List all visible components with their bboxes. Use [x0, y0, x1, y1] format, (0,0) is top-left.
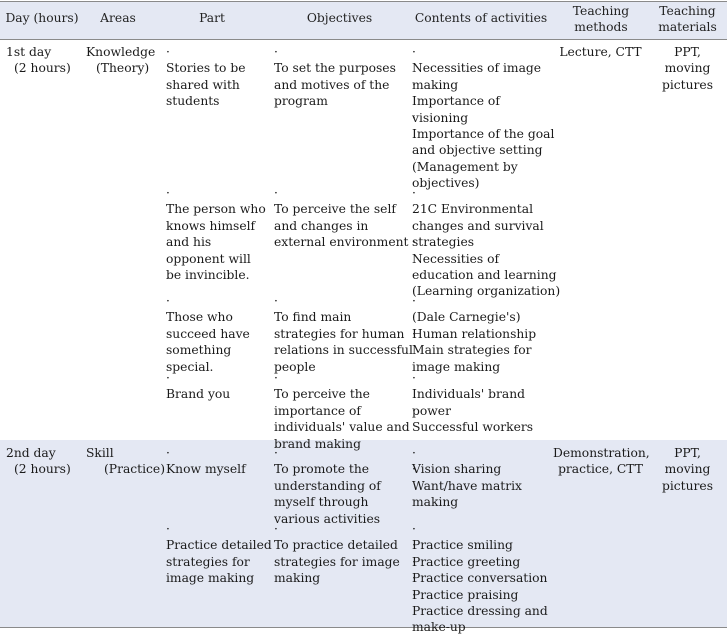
content-line: · Main strategies for [412, 343, 532, 358]
part-line: succeed have [166, 326, 250, 341]
objective-line: importance of [274, 403, 361, 418]
objective-line: individuals' value and [274, 420, 410, 435]
objective-cell [274, 521, 418, 587]
day1-area [86, 44, 160, 77]
part-cell [166, 521, 280, 587]
content-line: changes and survival [412, 218, 544, 233]
part-line: be invincible. [166, 268, 250, 283]
part-cell [166, 370, 280, 403]
content-item [412, 587, 564, 636]
content-line: · (Dale Carnegie's) [412, 310, 521, 325]
header-methods [555, 4, 647, 35]
day-hours: (2 hours) [14, 462, 71, 477]
area-type: (Practice) [104, 462, 166, 477]
header-materials-line: Teaching [659, 4, 716, 18]
materials-line: PPT, [674, 446, 701, 460]
objective-line: brand making [274, 436, 361, 451]
content-line: power [412, 403, 451, 418]
day2-area [86, 445, 166, 478]
day2-methods [553, 445, 648, 478]
content-item [412, 326, 564, 375]
content-line: · Vision sharing [412, 462, 502, 477]
content-line: visioning [412, 110, 469, 125]
day2-materials [650, 445, 725, 494]
content-line: (Learning organization) [412, 284, 561, 299]
part-line: opponent will [166, 251, 251, 266]
objective-line: strategies for image [274, 554, 400, 569]
part-line: shared with [166, 77, 240, 92]
part-line: and his [166, 235, 212, 250]
materials-line: pictures [661, 478, 714, 493]
part-line: image making [166, 571, 255, 586]
materials-line: pictures [661, 77, 714, 92]
content-line: · Practice dressing and [412, 604, 548, 618]
objective-line: people [274, 359, 316, 374]
content-line: · 21C Environmental [412, 202, 534, 217]
materials-line: PPT, [674, 45, 701, 59]
content-line: image making [412, 359, 501, 374]
content-line: making [412, 495, 459, 510]
objective-line: and motives of the [274, 77, 390, 92]
header-contents: Contents of activities [414, 11, 548, 25]
content-line: · Importance of the goal [412, 127, 555, 141]
part-cell [166, 44, 280, 110]
header-objectives: Objectives [306, 11, 373, 25]
part-line: knows himself [166, 218, 256, 233]
day1-methods: Lecture, CTT [559, 45, 642, 59]
objective-line: · To perceive the [274, 387, 370, 402]
part-line: · Brand you [166, 387, 231, 402]
content-item [412, 461, 564, 510]
header-part: Part [199, 11, 225, 25]
objective-line: · To set the purposes [274, 61, 396, 76]
objective-cell [274, 185, 418, 251]
objective-line: myself through [274, 495, 369, 510]
header-materials-line: materials [658, 19, 717, 34]
content-line: · Necessities of image [412, 61, 542, 76]
content-line: strategies [412, 235, 475, 250]
content-line: · Want/have matrix [412, 478, 522, 493]
objective-line: · To perceive the self [274, 202, 396, 217]
content-line: (Management by [412, 159, 518, 174]
content-line: · Practice praising [412, 587, 519, 602]
objective-line: · To practice detailed [274, 538, 398, 553]
header-methods-line: methods [574, 19, 628, 34]
header-methods-line: Teaching [572, 4, 630, 18]
table-bottom-rule [0, 627, 727, 628]
content-line: · Practice smiling [412, 538, 513, 553]
header-materials [650, 4, 725, 35]
materials-line: moving [664, 61, 711, 76]
header-areas: Areas [100, 11, 136, 25]
day2-day [6, 445, 84, 478]
part-cell [166, 293, 280, 375]
part-line: · The person who [166, 202, 266, 217]
content-line: making [412, 77, 459, 92]
objective-line: · To find main [274, 310, 352, 325]
content-line: · Necessities of [412, 251, 500, 266]
content-line: · Practice greeting [412, 554, 521, 569]
objective-line: and changes in [274, 218, 369, 233]
part-line: something [166, 343, 232, 358]
area-label: Skill [86, 446, 114, 460]
content-line: · Individuals' brand [412, 387, 525, 402]
objective-line: program [274, 94, 328, 109]
part-cell [166, 445, 280, 478]
objective-line: strategies for human [274, 326, 405, 341]
content-line: make-up [412, 620, 466, 635]
materials-line: moving [664, 462, 711, 477]
objective-line: · To promote the [274, 462, 370, 477]
content-line: · Practice conversation [412, 571, 548, 586]
objective-line: external environment [274, 235, 409, 250]
objective-cell [274, 445, 418, 527]
part-cell [166, 185, 280, 283]
content-line: objectives) [412, 176, 480, 191]
part-line: special. [166, 359, 214, 374]
content-line: · Successful workers [412, 420, 534, 435]
methods-line: Demonstration, [553, 446, 650, 460]
area-label: Knowledge [86, 45, 156, 59]
day-label: 2nd day [6, 446, 56, 460]
part-line: · Practice detailed [166, 538, 272, 553]
content-line: education and learning [412, 268, 557, 282]
part-line: · Know myself [166, 462, 246, 477]
day1-materials [650, 44, 725, 93]
content-item [412, 110, 564, 192]
day-label: 1st day [6, 45, 52, 59]
objective-cell [274, 44, 418, 110]
objective-cell [274, 370, 418, 452]
objective-cell [274, 293, 418, 375]
methods-line: practice, CTT [558, 462, 643, 477]
part-line: students [166, 94, 220, 109]
objective-line: various activities [274, 511, 381, 526]
content-line: and objective setting [412, 143, 543, 158]
objective-line: making [274, 571, 321, 586]
day-hours: (2 hours) [14, 61, 71, 76]
area-type: (Theory) [96, 61, 150, 76]
part-line: · Stories to be [166, 61, 246, 76]
day1-day [6, 44, 84, 77]
content-item [412, 234, 564, 300]
header-day: Day (hours) [5, 11, 79, 25]
content-line: · Importance of [412, 94, 500, 109]
content-item [412, 403, 564, 436]
content-line: Human relationship [412, 326, 537, 341]
objective-line: relations in successful [274, 343, 413, 358]
part-line: · Those who [166, 310, 233, 325]
part-line: strategies for [166, 554, 250, 569]
objective-line: understanding of [274, 478, 381, 493]
